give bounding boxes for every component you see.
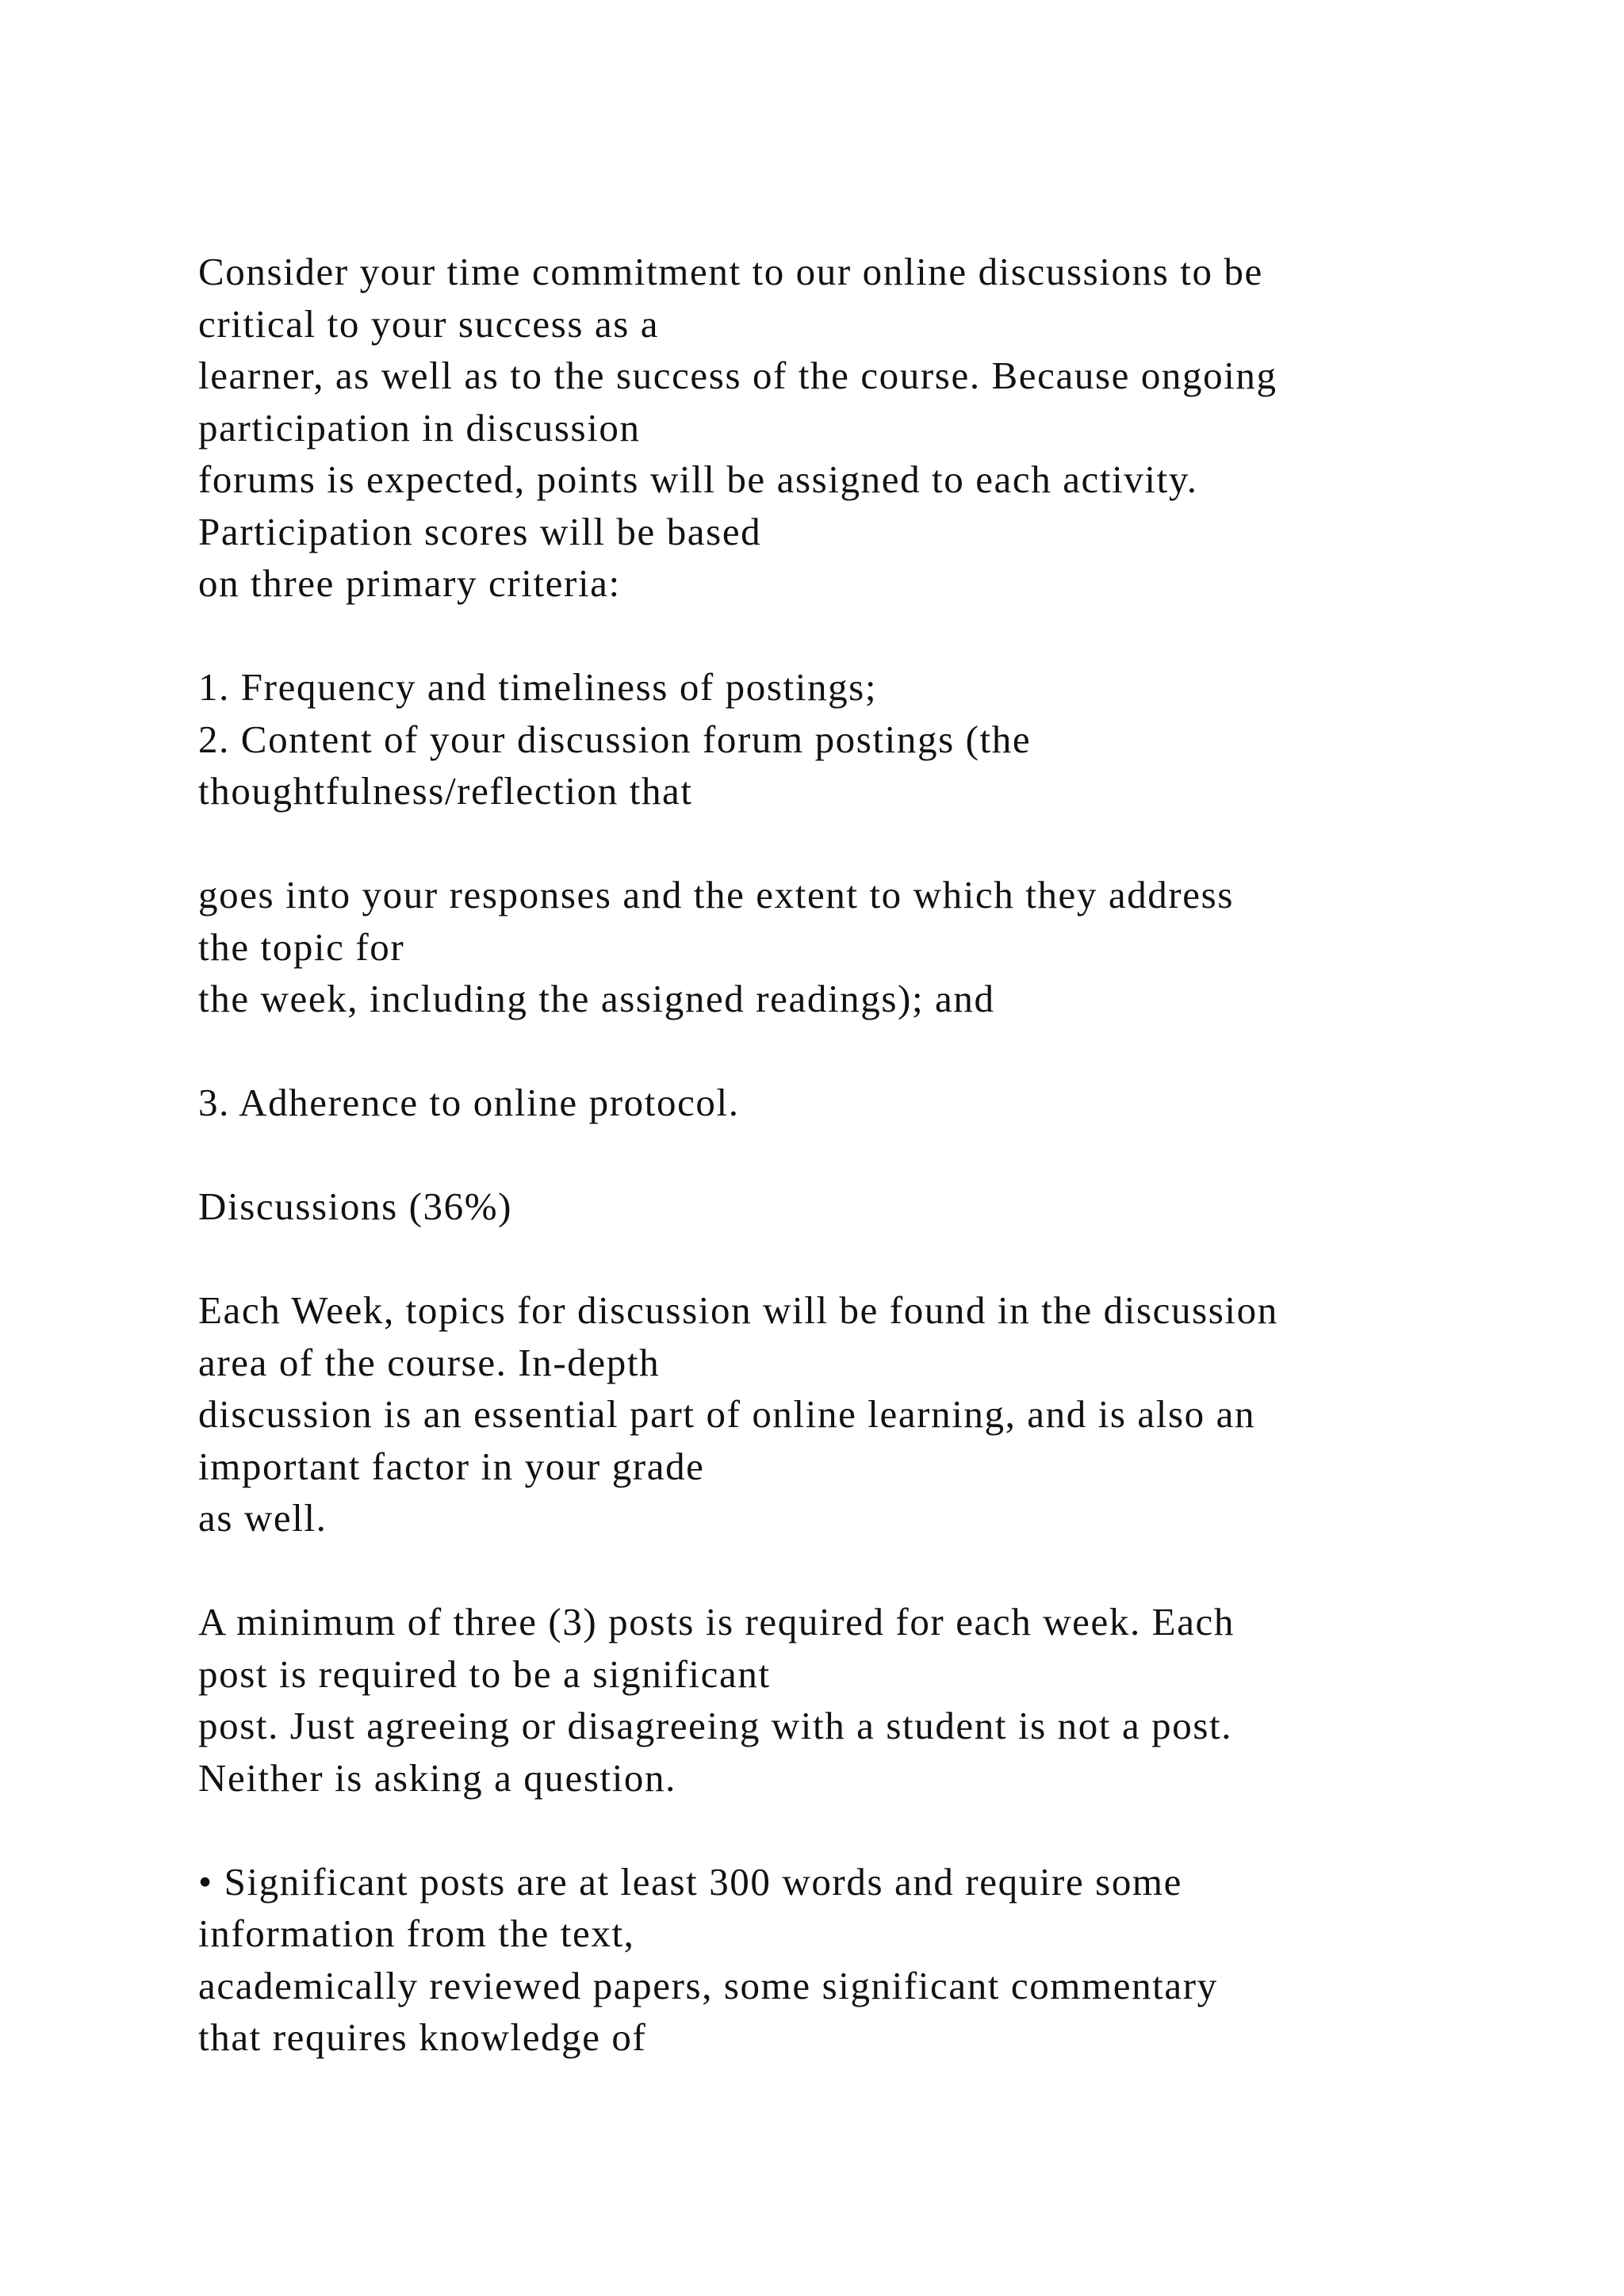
text-line: Participation scores will be based <box>198 509 762 553</box>
text-line: thoughtfulness/reflection that <box>198 769 693 813</box>
text-line: the week, including the assigned readings); and <box>198 977 995 1020</box>
blank-line <box>198 1804 1467 1856</box>
blank-line <box>198 1544 1467 1597</box>
text-line: that requires knowledge of <box>198 2015 647 2059</box>
list-item-3: 3. Adherence to online protocol. <box>198 1081 740 1124</box>
blank-line <box>198 1233 1467 1285</box>
text-line: the topic for <box>198 924 405 969</box>
list-item-2: 2. Content of your discussion forum postings (the <box>198 717 1032 761</box>
text-line: as well. <box>198 1496 327 1540</box>
text-line: forums is expected, points will be assigned to each activity. <box>198 457 1198 501</box>
text-line: critical to your success as a <box>198 301 660 346</box>
bullet-item: • Significant posts are at least 300 words and require some <box>198 1859 1182 1904</box>
text-line: area of the course. In-depth <box>198 1340 661 1384</box>
text-line: academically reviewed papers, some significant commentary <box>198 1963 1218 2007</box>
text-line: post is required to be a significant <box>198 1651 771 1696</box>
text-line: on three primary criteria: <box>198 561 621 605</box>
blank-line <box>198 1129 1467 1181</box>
text-line: Consider your time commitment to our online discussions to be <box>198 250 1263 293</box>
list-item-1: 1. Frequency and timeliness of postings; <box>198 665 878 709</box>
text-line: discussion is an essential part of online learning, and is also an <box>198 1392 1256 1436</box>
blank-line <box>198 817 1467 870</box>
text-line: important factor in your grade <box>198 1444 705 1488</box>
text-line: Neither is asking a question. <box>198 1755 676 1800</box>
text-line: learner, as well as to the success of the course. Because ongoing <box>198 354 1277 397</box>
text-line: goes into your responses and the extent to which they address <box>198 873 1234 916</box>
text-line: post. Just agreeing or disagreeing with a student is not a post. <box>198 1704 1233 1747</box>
text-line: information from the text, <box>198 1911 635 1955</box>
blank-line <box>198 610 1467 662</box>
section-heading: Discussions (36%) <box>198 1184 513 1228</box>
text-line: participation in discussion <box>198 405 641 450</box>
text-line: A minimum of three (3) posts is required for each week. Each <box>198 1600 1235 1644</box>
document-body <box>198 246 1467 2064</box>
blank-line <box>198 1025 1467 1077</box>
text-line: Each Week, topics for discussion will be found in the discussion <box>198 1288 1278 1332</box>
